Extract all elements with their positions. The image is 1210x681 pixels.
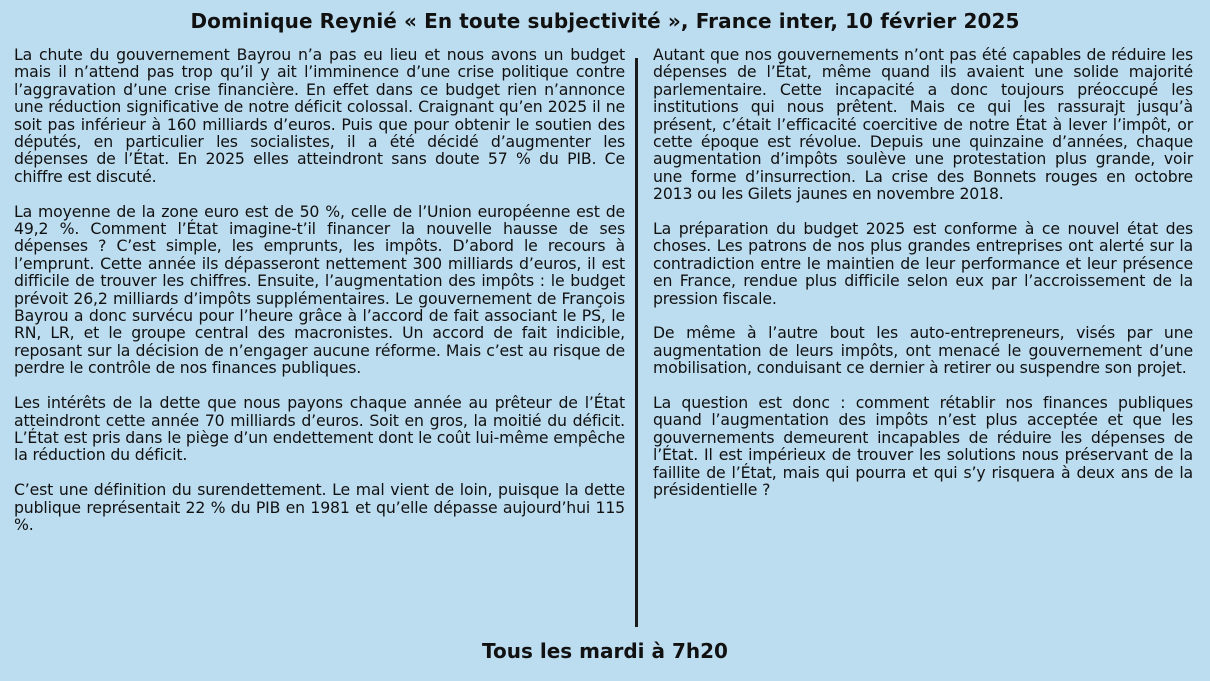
paragraph: Autant que nos gouvernements n’ont pas été capables de réduire les dépenses de l’État, même quand ils avaient une solide majorité parlementaire. Cette incapacité a donc toujours préoccupé les institutions qui nous prêtent. Mais ce qui les rassurajt jusqu’à présent, c’était l’efficacité coercitive de notre État à lever l’impôt, or cette époque est révolue. Depuis une quinzaine d’années, chaque augmentation d’impôts soulève une protestation plus grande, voir une forme d’insurrection. La crise des Bonnets rouges en octobre 2013 ou les Gilets jaunes en novembre 2018. [653, 45, 1193, 204]
paragraph: De même à l’autre bout les auto-entrepreneurs, visés par une augmentation de leurs impôts, ont menacé le gouvernement d’une mobilisation, conduisant ce dernier à retirer ou suspendre son projet. [653, 323, 1193, 378]
paragraph: Les intérêts de la dette que nous payons chaque année au prêteur de l’État atteindront cette année 70 milliards d’euros. Soit en gros, la moitié du déficit. L’État est pris dans le piège d’un endettement dont le coût lui-même empêche la réduction du déficit. [14, 393, 625, 465]
right-column [653, 46, 1193, 516]
paragraph: La question est donc : comment rétablir nos finances publiques quand l’augmentation des impôts n’est plus acceptée et que les gouvernements demeurent incapables de réduire les dépenses de l’État. Il est impérieux de trouver les solutions nous préservant de la faillite de l’État, mais qui pourra et qui s’y risquera à deux ans de la présidentielle ? [653, 393, 1193, 500]
column-divider [635, 58, 638, 627]
page-title: Dominique Reynié « En toute subjectivité », France inter, 10 février 2025 [190, 9, 1020, 33]
paragraph: La préparation du budget 2025 est conforme à ce nouvel état des choses. Les patrons de nos plus grandes entreprises ont alerté sur la contradiction entre le maintien de leur performance et leur présence en France, rendue plus difficile selon eux par l’accroissement de la pression fiscale. [653, 219, 1193, 308]
paragraph: La moyenne de la zone euro est de 50 %, celle de l’Union européenne est de 49,2 %. Comment l’État imagine-t’il financer la nouvelle hausse de ses dépenses ? C’est simple, les emprunts, les impôts. D’abord le recours à l’emprunt. Cette année ils dépasseront nettement 300 milliards d’euros, il est difficile de trouver les chiffres. Ensuite, l’augmentation des impôts : le budget prévoit 26,2 milliards d’impôts supplémentaires. Le gouvernement de François Bayrou a donc survécu pour l’heure grâce à l’accord de fait associant le PS, le RN, LR, et le groupe central des macronistes. Un accord de fait indicible, reposant sur la décision de n’engager aucune réforme. Mais c’est au risque de perdre le contrôle de nos finances publiques. [14, 201, 625, 378]
footer-schedule: Tous les mardi à 7h20 [482, 639, 728, 663]
paragraph: La chute du gouvernement Bayrou n’a pas eu lieu et nous avons un budget mais il n’attend pas trop qu’il y ait l’imminence d’une crise politique contre l’aggravation d’une crise financière. En effet dans ce budget rien n’annonce une réduction significative de notre déficit colossal. Craignant qu’en 2025 il ne soit pas inférieur à 160 milliards d’euros. Puis que pour obtenir le soutien des députés, en particulier les socialistes, il a été décidé d’augmenter les dépenses de l’État. En 2025 elles atteindront sans doute 57 % du PIB. Ce chiffre est discuté. [14, 45, 625, 186]
paragraph: C’est une définition du surendettement. Le mal vient de loin, puisque la dette publique représentait 22 % du PIB en 1981 et qu’elle dépasse aujourd’hui 115 %. [14, 480, 625, 534]
left-column [14, 46, 625, 551]
